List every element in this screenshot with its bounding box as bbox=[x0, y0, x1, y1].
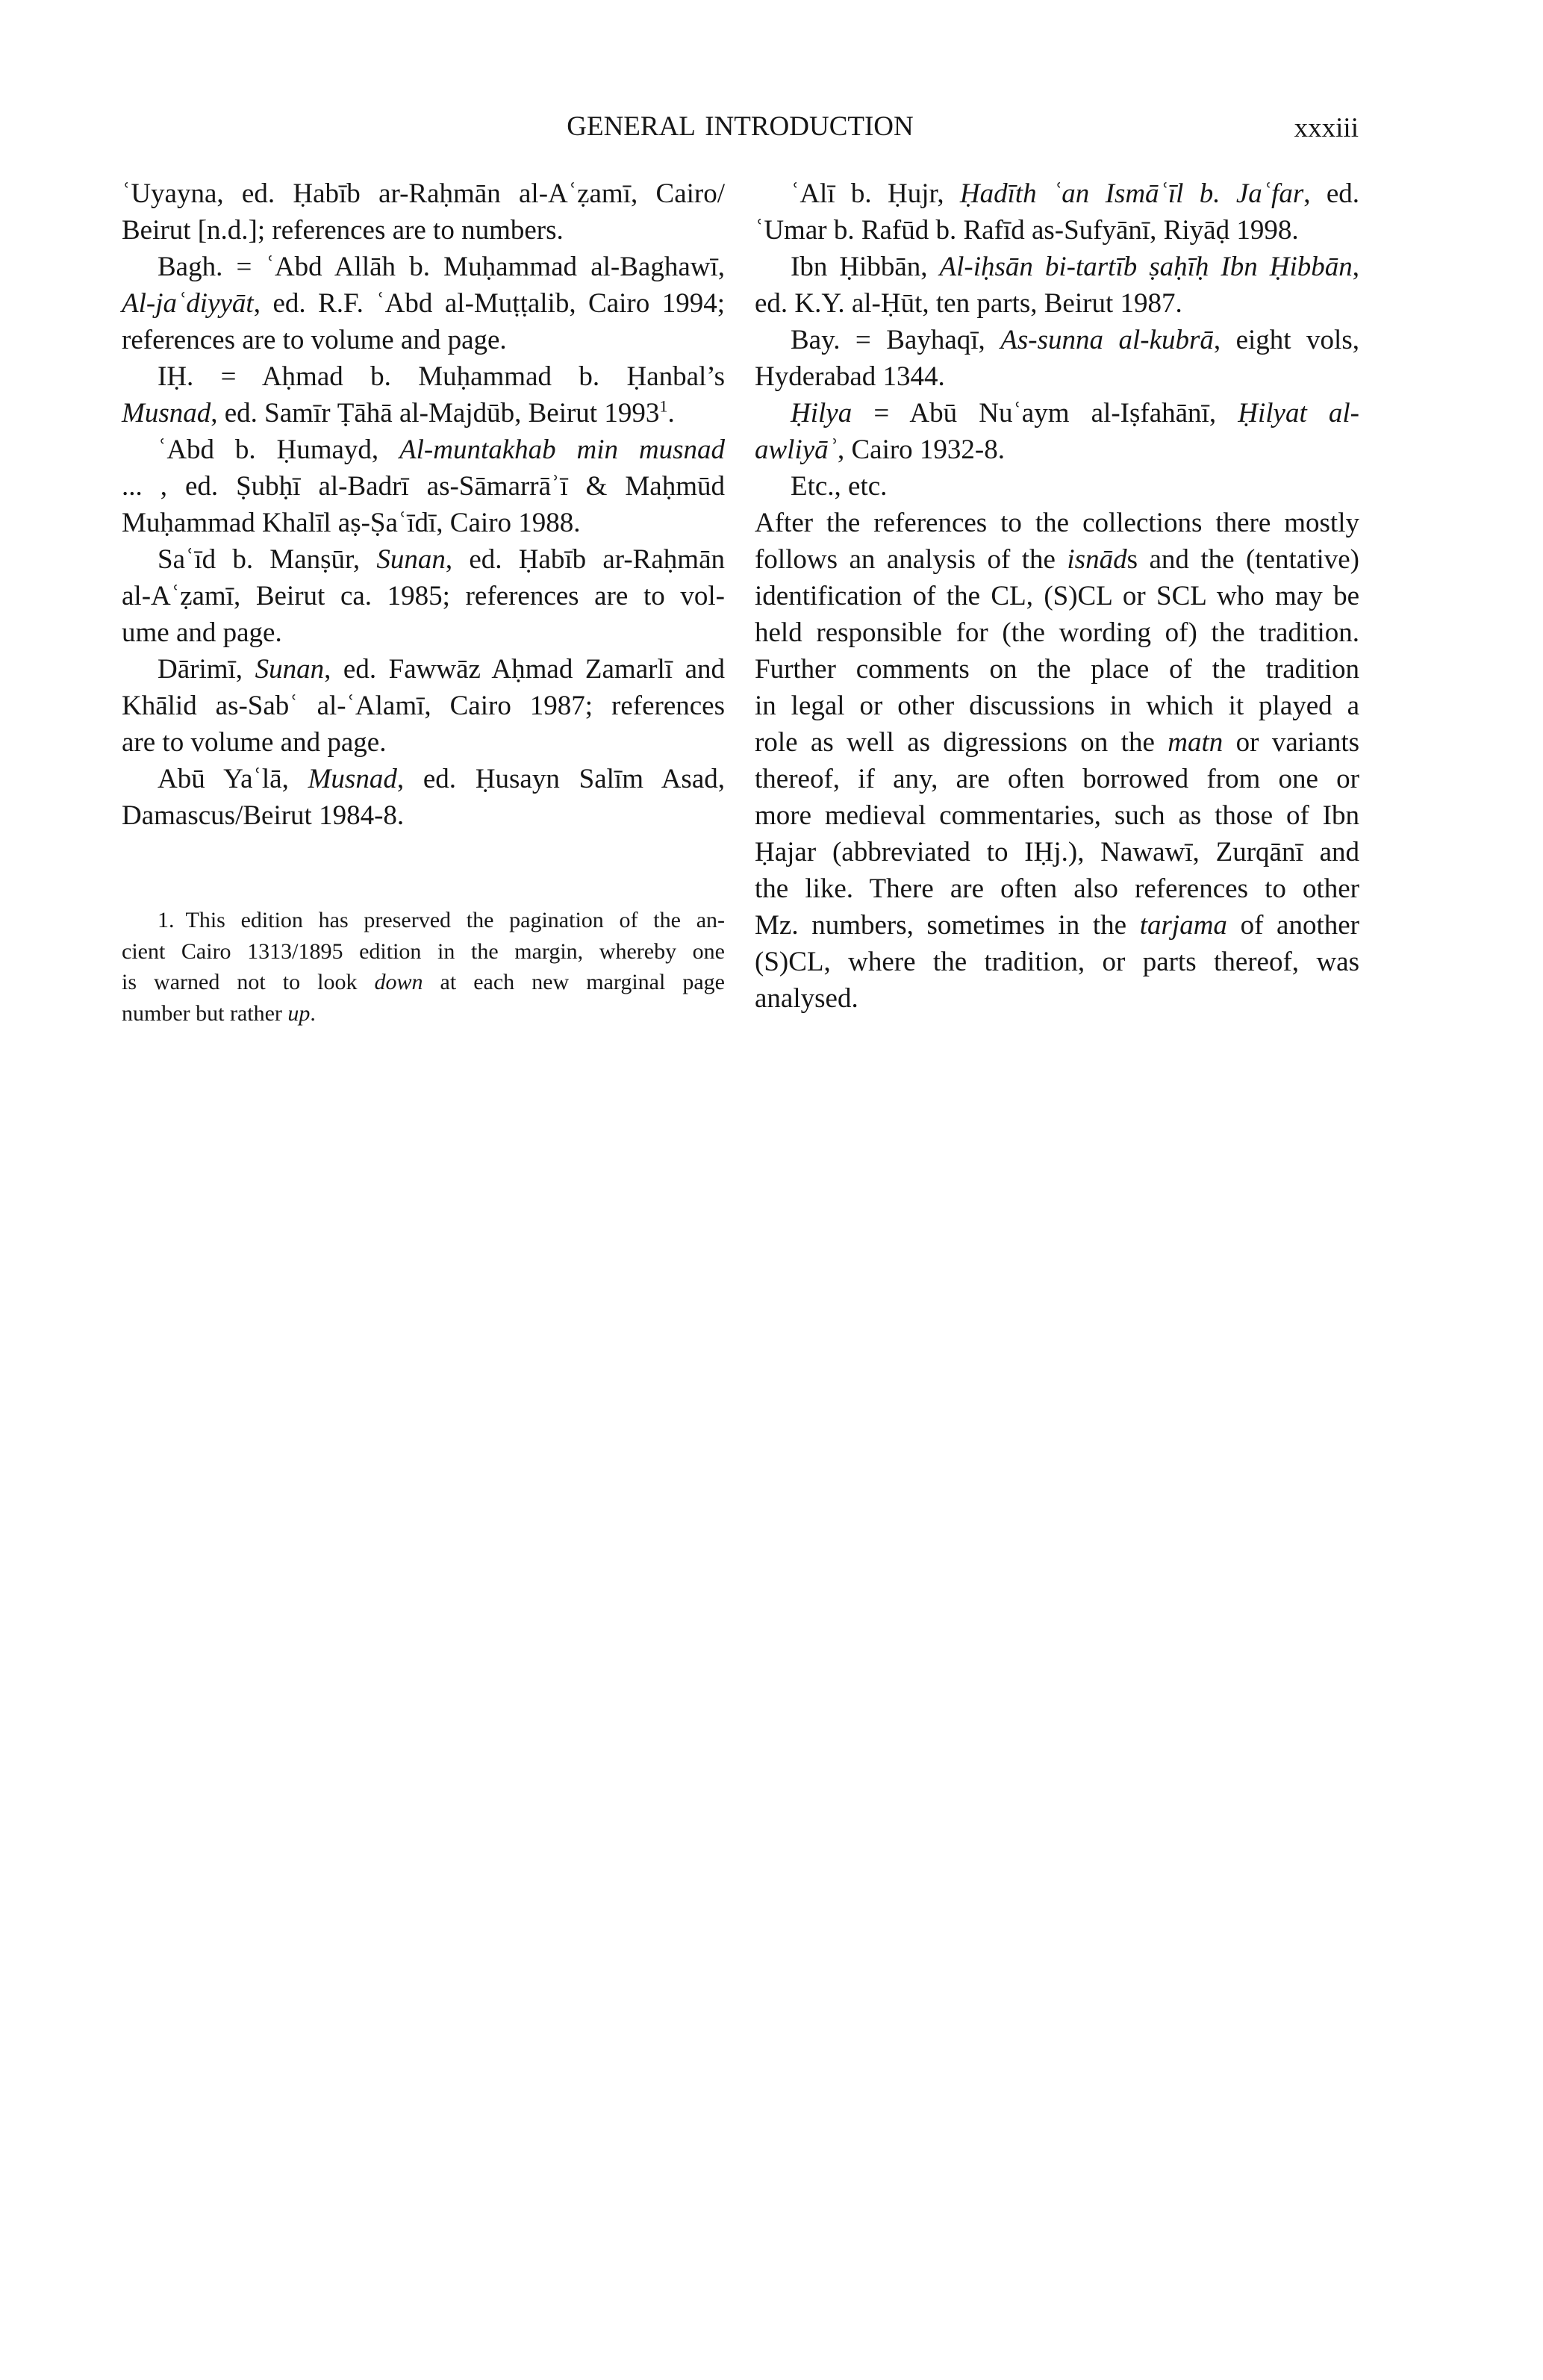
footnote bbox=[122, 905, 725, 1029]
text-line: Bay. = Bayhaqī, As-sunna al-kubrā, eight vols, bbox=[791, 325, 1359, 355]
left-column bbox=[122, 175, 725, 834]
text-line: Mz. numbers, sometimes in the tarjama of another bbox=[755, 910, 1359, 941]
text-line: analysed. bbox=[755, 983, 858, 1014]
text-line: Khālid as-Sabʿ al-ʿAlamī, Cairo 1987; references bbox=[122, 691, 725, 721]
text-line: more medieval commentaries, such as those of Ibn bbox=[755, 800, 1359, 831]
text-line: Abū Yaʿlā, Musnad, ed. Ḥusayn Salīm Asad, bbox=[158, 764, 725, 794]
text-line: Hyderabad 1344. bbox=[755, 361, 945, 392]
text-line: ʿUmar b. Rafūd b. Rafīd as-Sufyānī, Riyāḍ 1998. bbox=[755, 215, 1299, 246]
text-line: 1. This edition has preserved the pagination of the an- bbox=[158, 908, 725, 932]
text-line: Damascus/Beirut 1984-8. bbox=[122, 800, 405, 831]
text-line: cient Cairo 1313/1895 edition in the margin, whereby one bbox=[122, 938, 725, 964]
text-line: Al-jaʿdiyyāt, ed. R.F. ʿAbd al-Muṭṭalib, Cairo 1994; bbox=[122, 288, 725, 319]
text-line: references are to volume and page. bbox=[122, 325, 507, 355]
text-line: ... , ed. Ṣubḥī al-Badrī as-Sāmarrāʾī & Maḥmūd bbox=[122, 471, 725, 502]
text-line: are to volume and page. bbox=[122, 727, 387, 758]
text-line: IḤ. = Aḥmad b. Muḥammad b. Ḥanbal’s bbox=[158, 361, 725, 392]
text-line: ʿAbd b. Ḥumayd, Al-muntakhab min musnad bbox=[158, 434, 726, 465]
text-line: After the references to the collections there mostly bbox=[755, 508, 1359, 538]
page-title: GENERAL INTRODUCTION bbox=[567, 111, 914, 142]
text-line: Further comments on the place of the tradition bbox=[755, 654, 1359, 685]
text-line: Etc., etc. bbox=[791, 471, 888, 502]
text-line: Ḥilya = Abū Nuʿaym al-Iṣfahānī, Ḥilyat al- bbox=[791, 398, 1359, 429]
text-line: in legal or other discussions in which it played a bbox=[755, 691, 1359, 721]
text-line: Dārimī, Sunan, ed. Fawwāz Aḥmad Zamarlī and bbox=[158, 654, 725, 685]
text-line: role as well as digressions on the matn or variants bbox=[755, 727, 1359, 758]
text-line: ʿAlī b. Ḥujr, Ḥadīth ʿan Ismāʿīl b. Jaʿfar, ed. bbox=[791, 178, 1359, 209]
text-line: ume and page. bbox=[122, 617, 282, 648]
text-line: Muḥammad Khalīl aṣ-Ṣaʿīdī, Cairo 1988. bbox=[122, 508, 581, 538]
text-line: al-Aʿẓamī, Beirut ca. 1985; references are to vol- bbox=[122, 581, 725, 611]
text-line: Saʿīd b. Manṣūr, Sunan, ed. Ḥabīb ar-Raḥmān bbox=[158, 544, 725, 575]
text-line: Musnad, ed. Samīr Ṭāhā al-Majdūb, Beirut 1993$^1$. bbox=[122, 396, 675, 429]
text-line: follows an analysis of the isnāds and the (tentative) bbox=[755, 544, 1359, 575]
text-line: ʿUyayna, ed. Ḥabīb ar-Raḥmān al-Aʿẓamī, Cairo/ bbox=[122, 178, 725, 209]
text-line: thereof, if any, are often borrowed from one or bbox=[755, 764, 1359, 794]
text-line: Ibn Ḥibbān, Al-iḥsān bi-tartīb ṣaḥīḥ Ibn Ḥibbān, bbox=[791, 252, 1359, 282]
text-line: (S)CL, where the tradition, or parts thereof, was bbox=[755, 947, 1359, 977]
page-number: xxxiii bbox=[1294, 113, 1359, 143]
text-line: is warned not to look down at each new marginal page bbox=[122, 970, 725, 994]
text-line: Ḥajar (abbreviated to IḤj.), Nawawī, Zurqānī and bbox=[755, 837, 1359, 867]
text-line: ed. K.Y. al-Ḥūt, ten parts, Beirut 1987. bbox=[755, 288, 1182, 319]
right-column bbox=[755, 175, 1359, 1017]
text-line: held responsible for (the wording of) the tradition. bbox=[755, 617, 1359, 648]
text-line: awliyāʾ, Cairo 1932-8. bbox=[755, 434, 1006, 465]
text-line: identification of the CL, (S)CL or SCL who may be bbox=[755, 581, 1359, 611]
text-line: number but rather up. bbox=[122, 1000, 316, 1026]
text-line: the like. There are often also references to other bbox=[755, 873, 1359, 904]
text-line: Beirut [n.d.]; references are to numbers. bbox=[122, 215, 564, 246]
text-line: Bagh. = ʿAbd Allāh b. Muḥammad al-Baghawī, bbox=[158, 252, 725, 282]
